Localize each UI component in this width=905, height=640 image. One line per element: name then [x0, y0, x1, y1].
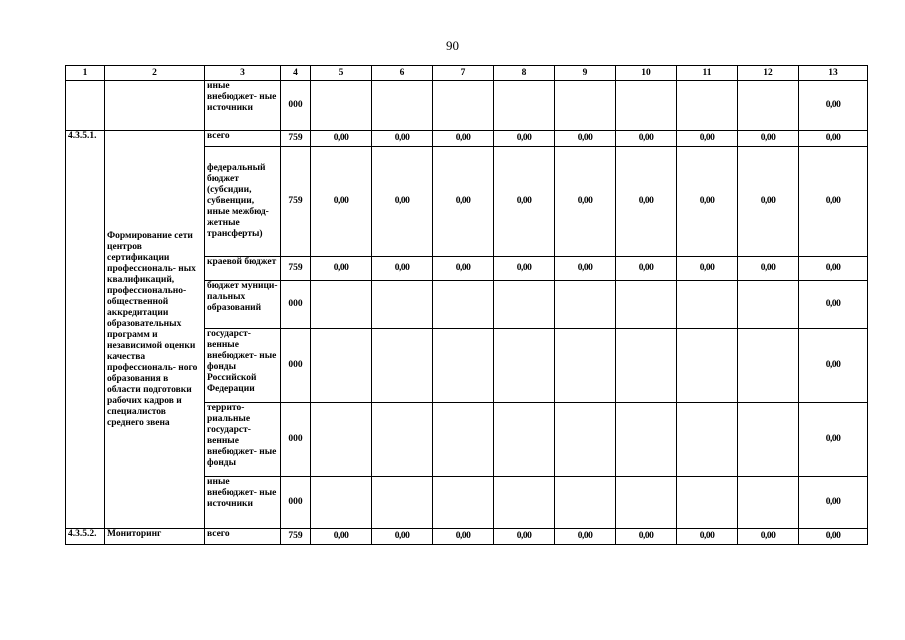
value-cell — [372, 329, 433, 403]
value-cell — [372, 81, 433, 131]
value-cell: 0,00 — [799, 131, 868, 147]
funding-source: иные внебюджет- ные источники — [205, 81, 281, 131]
column-header: 6 — [372, 66, 433, 81]
source-code: 000 — [281, 81, 311, 131]
column-header: 9 — [555, 66, 616, 81]
value-cell — [677, 281, 738, 329]
source-code: 759 — [281, 147, 311, 257]
value-cell: 0,00 — [372, 147, 433, 257]
value-cell — [738, 403, 799, 477]
source-code: 759 — [281, 257, 311, 281]
funding-source: террито- риальные государст- венные внебюджет- ные фонды — [205, 403, 281, 477]
value-cell: 0,00 — [799, 81, 868, 131]
column-header: 5 — [311, 66, 372, 81]
value-cell — [738, 281, 799, 329]
value-cell — [311, 329, 372, 403]
source-code: 759 — [281, 131, 311, 147]
value-cell — [738, 477, 799, 529]
value-cell — [433, 403, 494, 477]
item-code-cell — [66, 81, 105, 131]
source-code: 000 — [281, 281, 311, 329]
value-cell — [494, 81, 555, 131]
value-cell — [616, 477, 677, 529]
item-code: 4.3.5.2. — [66, 529, 105, 545]
value-cell: 0,00 — [494, 529, 555, 545]
value-cell — [494, 403, 555, 477]
column-header: 4 — [281, 66, 311, 81]
value-cell — [616, 281, 677, 329]
value-cell: 0,00 — [616, 147, 677, 257]
value-cell: 0,00 — [799, 403, 868, 477]
value-cell: 0,00 — [555, 257, 616, 281]
column-header: 13 — [799, 66, 868, 81]
value-cell — [677, 81, 738, 131]
table-row — [66, 131, 868, 147]
value-cell: 0,00 — [494, 131, 555, 147]
value-cell: 0,00 — [616, 529, 677, 545]
value-cell: 0,00 — [372, 529, 433, 545]
value-cell — [433, 477, 494, 529]
value-cell — [433, 81, 494, 131]
value-cell: 0,00 — [433, 131, 494, 147]
value-cell: 0,00 — [311, 147, 372, 257]
value-cell — [677, 329, 738, 403]
header-row — [66, 66, 868, 81]
source-code: 000 — [281, 403, 311, 477]
value-cell — [677, 477, 738, 529]
value-cell — [616, 403, 677, 477]
value-cell — [311, 477, 372, 529]
value-cell — [433, 329, 494, 403]
value-cell — [372, 403, 433, 477]
value-cell: 0,00 — [433, 529, 494, 545]
column-header: 2 — [105, 66, 205, 81]
value-cell — [372, 281, 433, 329]
value-cell: 0,00 — [433, 257, 494, 281]
value-cell: 0,00 — [616, 257, 677, 281]
value-cell: 0,00 — [799, 329, 868, 403]
value-cell: 0,00 — [433, 147, 494, 257]
value-cell: 0,00 — [372, 257, 433, 281]
table-row — [66, 81, 868, 131]
value-cell: 0,00 — [799, 281, 868, 329]
value-cell: 0,00 — [494, 257, 555, 281]
value-cell — [494, 281, 555, 329]
value-cell — [494, 477, 555, 529]
value-cell — [311, 81, 372, 131]
item-name-cell — [105, 81, 205, 131]
value-cell: 0,00 — [738, 257, 799, 281]
value-cell — [616, 329, 677, 403]
value-cell: 0,00 — [311, 529, 372, 545]
value-cell: 0,00 — [311, 257, 372, 281]
value-cell: 0,00 — [799, 257, 868, 281]
value-cell: 0,00 — [677, 131, 738, 147]
value-cell — [494, 329, 555, 403]
item-name: Формирование сети центров сертификации профессиональ- ных квалификаций, профессионально- общественной аккредитации образовательных программ и независимой оценки качества профессиональ- ного образования в области подготовки рабочих кадров и специалистов среднего звена — [105, 131, 205, 529]
column-header: 10 — [616, 66, 677, 81]
source-code: 000 — [281, 329, 311, 403]
value-cell: 0,00 — [494, 147, 555, 257]
value-cell — [555, 329, 616, 403]
budget-table — [65, 65, 868, 545]
column-header: 11 — [677, 66, 738, 81]
value-cell: 0,00 — [677, 529, 738, 545]
value-cell: 0,00 — [677, 257, 738, 281]
value-cell: 0,00 — [738, 529, 799, 545]
column-header: 1 — [66, 66, 105, 81]
column-header: 12 — [738, 66, 799, 81]
item-code: 4.3.5.1. — [66, 131, 105, 529]
funding-source: краевой бюджет — [205, 257, 281, 281]
column-header: 7 — [433, 66, 494, 81]
value-cell — [311, 281, 372, 329]
value-cell: 0,00 — [799, 147, 868, 257]
value-cell — [738, 329, 799, 403]
funding-source: всего — [205, 529, 281, 545]
value-cell: 0,00 — [738, 147, 799, 257]
value-cell: 0,00 — [555, 131, 616, 147]
value-cell: 0,00 — [799, 477, 868, 529]
value-cell — [311, 403, 372, 477]
value-cell — [677, 403, 738, 477]
value-cell — [372, 477, 433, 529]
value-cell — [555, 403, 616, 477]
value-cell: 0,00 — [738, 131, 799, 147]
value-cell: 0,00 — [616, 131, 677, 147]
value-cell — [555, 477, 616, 529]
value-cell: 0,00 — [311, 131, 372, 147]
value-cell: 0,00 — [372, 131, 433, 147]
funding-source: бюджет муници- пальных образований — [205, 281, 281, 329]
value-cell: 0,00 — [555, 147, 616, 257]
value-cell — [555, 281, 616, 329]
column-header: 8 — [494, 66, 555, 81]
value-cell: 0,00 — [799, 529, 868, 545]
value-cell: 0,00 — [677, 147, 738, 257]
source-code: 759 — [281, 529, 311, 545]
funding-source: федеральный бюджет (субсидии, субвенции, иные межбюд- жетные трансферты) — [205, 147, 281, 257]
value-cell — [616, 81, 677, 131]
value-cell: 0,00 — [555, 529, 616, 545]
value-cell — [433, 281, 494, 329]
item-name: Мониторинг — [105, 529, 205, 545]
column-header: 3 — [205, 66, 281, 81]
table-row — [66, 529, 868, 545]
source-code: 000 — [281, 477, 311, 529]
funding-source: всего — [205, 131, 281, 147]
funding-source: государст- венные внебюджет- ные фонды Российской Федерации — [205, 329, 281, 403]
funding-source: иные внебюджет- ные источники — [205, 477, 281, 529]
page-number: 90 — [446, 38, 459, 53]
value-cell — [555, 81, 616, 131]
value-cell — [738, 81, 799, 131]
